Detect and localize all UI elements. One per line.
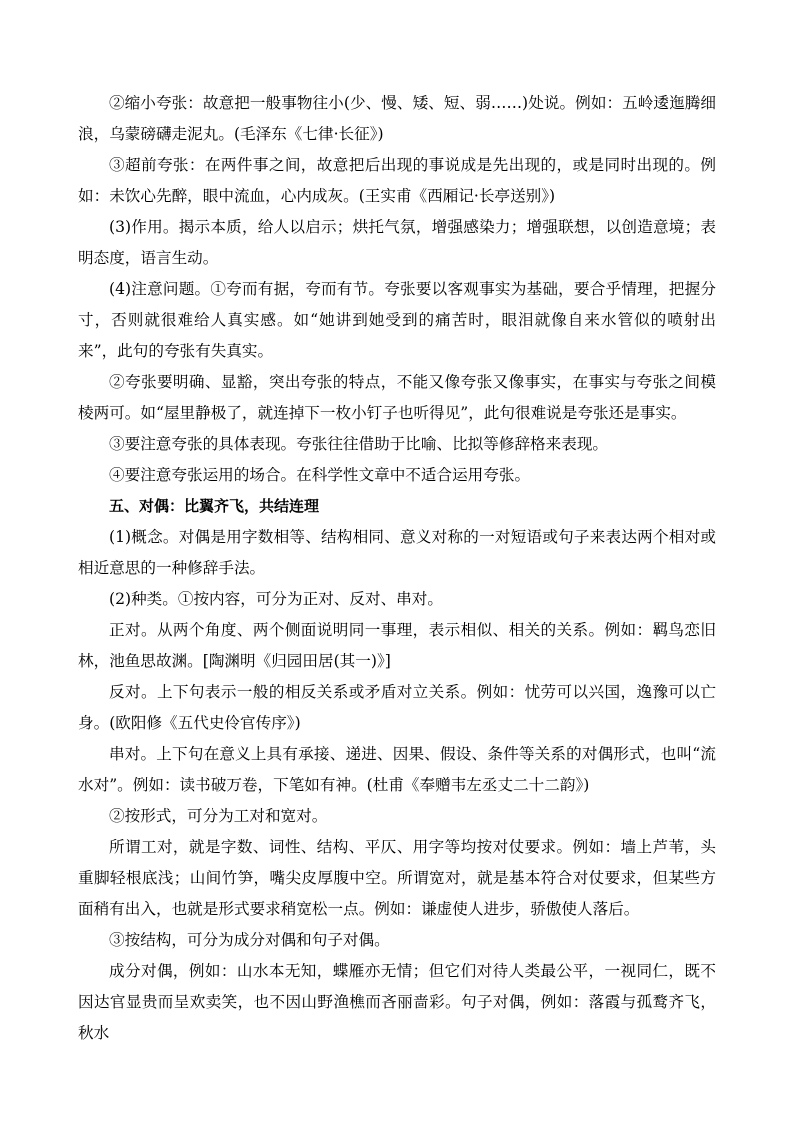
document-body xyxy=(78,88,716,1049)
paragraph-advance-hyperbole: ③超前夸张：在两件事之间，故意把后出现的事说成是先出现的，或是同时出现的。例如：未饮心先醉，眼中流血，心内成灰。(王实甫《西厢记·长亭送别》) xyxy=(78,156,716,205)
paragraph-hyperbole-notes-4: ④要注意夸张运用的场合。在科学性文章中不适合运用夸张。 xyxy=(109,466,531,484)
paragraph-zheng-dui: 正对。从两个角度、两个侧面说明同一事理，表示相似、相关的关系。例如：羁鸟恋旧林，池鱼思故渊。[陶渊明《归园田居(其一)》] xyxy=(78,621,716,670)
section-heading-antithesis: 五、对偶：比翼齐飞，共结连理 xyxy=(109,497,320,515)
paragraph-chuan-dui: 串对。上下句在意义上具有承接、递进、因果、假设、条件等关系的对偶形式，也叫“流水对”。例如：读书破万卷，下笔如有神。(杜甫《奉赠韦左丞丈二十二韵》) xyxy=(78,745,716,794)
paragraph-fan-dui: 反对。上下句表示一般的相反关系或矛盾对立关系。例如：忧劳可以兴国，逸豫可以亡身。(欧阳修《五代史伶官传序》) xyxy=(78,683,716,732)
paragraph-hyperbole-function: (3)作用。揭示本质，给人以启示；烘托气氛，增强感染力；增强联想，以创造意境；表明态度，语言生动。 xyxy=(78,218,716,267)
paragraph-antithesis-types: (2)种类。①按内容，可分为正对、反对、串对。 xyxy=(109,590,443,608)
paragraph-antithesis-concept: (1)概念。对偶是用字数相等、结构相同、意义对称的一对短语或句子来表达两个相对或相近意思的一种修辞手法。 xyxy=(78,528,716,577)
paragraph-hyperbole-notes-2: ②夸张要明确、显豁，突出夸张的特点，不能又像夸张又像事实，在事实与夸张之间模棱两可。如“屋里静极了，就连掉下一枚小钉子也听得见”，此句很难说是夸张还是事实。 xyxy=(78,373,716,422)
paragraph-by-form: ②按形式，可分为工对和宽对。 xyxy=(109,807,328,825)
paragraph-gong-dui-kuan-dui: 所谓工对，就是字数、词性、结构、平仄、用字等均按对仗要求。例如：墙上芦苇，头重脚轻根底浅；山间竹笋，嘴尖皮厚腹中空。所谓宽对，就是基本符合对仗要求，但某些方面稍有出入，也就是形式要求稍宽松一点。例如：谦虚使人进步，骄傲使人落后。 xyxy=(78,838,716,918)
paragraph-structure-examples: 成分对偶，例如：山水本无知，蝶雁亦无情；但它们对待人类最公平，一视同仁，既不因达官显贵而呈欢卖笑，也不因山野渔樵而吝丽啬彩。句子对偶，例如：落霞与孤鹜齐飞，秋水 xyxy=(78,962,716,1042)
paragraph-shrink-hyperbole: ②缩小夸张：故意把一般事物往小(少、慢、矮、短、弱……)处说。例如：五岭逶迤腾细浪，乌蒙磅礴走泥丸。(毛泽东《七律·长征》) xyxy=(78,94,716,143)
paragraph-hyperbole-notes-1: (4)注意问题。①夸而有据，夸而有节。夸张要以客观事实为基础，要合乎情理，把握分寸，否则就很难给人真实感。如“她讲到她受到的痛苦时，眼泪就像自来水管似的喷射出来”，此句的夸张有失真实。 xyxy=(78,280,716,360)
paragraph-by-structure: ③按结构，可分为成分对偶和句子对偶。 xyxy=(109,931,390,949)
paragraph-hyperbole-notes-3: ③要注意夸张的具体表现。夸张往往借助于比喻、比拟等修辞格来表现。 xyxy=(109,435,609,453)
